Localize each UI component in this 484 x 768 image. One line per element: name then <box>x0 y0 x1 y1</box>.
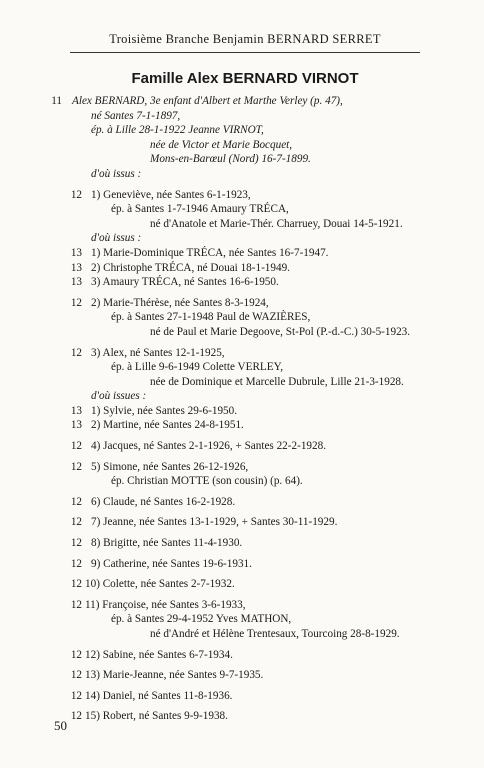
child-entry <box>0 296 484 311</box>
grandchild-entry <box>0 246 484 261</box>
grandchild-text: 3) Amaury TRÉCA, né Santes 16-6-1950. <box>91 276 279 289</box>
child-entry <box>0 709 484 724</box>
child-entry <box>0 515 484 530</box>
child-text: 1) Geneviève, née Santes 6-1-1923, <box>91 188 251 201</box>
marriage-text: ép. Christian MOTTE (son cousin) (p. 64). <box>111 475 303 488</box>
child-entry <box>0 346 484 361</box>
generation-number: 13 <box>70 419 82 432</box>
grandchild-text: 2) Christophe TRÉCA, né Douai 18-1-1949. <box>91 261 290 274</box>
spouse-text: né d'André et Hélène Trentesaux, Tourcoing 28-8-1929. <box>150 628 400 640</box>
issue-label: d'où issues : <box>91 390 147 403</box>
genealogy-entries <box>0 94 484 724</box>
child-entry <box>0 648 484 663</box>
child-text: 15) Robert, né Santes 9-9-1938. <box>85 710 228 723</box>
family-title: Famille Alex BERNARD VIRNOT <box>131 70 359 87</box>
child-text: 5) Simone, née Santes 26-12-1926, <box>91 460 249 473</box>
head-entry-line-2 <box>0 109 484 124</box>
marriage-text: ép. à Lille 28-1-1922 Jeanne VIRNOT, <box>91 124 264 137</box>
marriage-text: ép. à Lille 9-6-1949 Colette VERLEY, <box>111 361 284 374</box>
generation-number: 12 <box>70 516 82 529</box>
child-entry <box>0 536 484 551</box>
child-text: 12) Sabine, née Santes 6-7-1934. <box>85 648 233 661</box>
child-text: 11) Françoise, née Santes 3-6-1933, <box>85 598 246 611</box>
child-text: 6) Claude, né Santes 16-2-1928. <box>91 495 236 508</box>
generation-number: 13 <box>70 246 82 259</box>
generation-number: 12 <box>70 460 82 473</box>
child-text: 2) Marie-Thérèse, née Santes 8-3-1924, <box>91 296 269 309</box>
grandchild-entry <box>0 275 484 290</box>
generation-number: 12 <box>70 557 82 570</box>
child-text: 14) Daniel, né Santes 11-8-1936. <box>85 689 233 702</box>
grandchild-entry <box>0 404 484 419</box>
generation-number: 12 <box>70 495 82 508</box>
head-entry-line-6 <box>0 167 484 182</box>
spouse-text: né d'Anatole et Marie-Thér. Charruey, Douai 14-5-1921. <box>150 217 403 230</box>
generation-number: 12 <box>70 598 82 611</box>
generation-number: 11 <box>51 95 62 107</box>
child-entry <box>0 577 484 592</box>
birth-text: né Santes 7-1-1897, <box>91 109 181 122</box>
child-text: 9) Catherine, née Santes 19-6-1931. <box>91 557 252 570</box>
grandchild-entry <box>0 261 484 276</box>
child-entry <box>0 439 484 454</box>
spouse-parents-text: née de Victor et Marie Bocquet, <box>150 138 293 151</box>
generation-number: 13 <box>70 261 82 274</box>
issue-label: d'où issus : <box>91 232 142 245</box>
child-entry <box>0 188 484 203</box>
page-number: 50 <box>54 718 67 733</box>
grandchild-text: 1) Sylvie, née Santes 29-6-1950. <box>91 404 238 417</box>
generation-number: 12 <box>70 689 82 702</box>
spouse-text: né de Paul et Marie Degoove, St-Pol (P.-d.-C.) 30-5-1923. <box>150 325 411 338</box>
generation-number: 12 <box>70 440 82 453</box>
generation-number: 12 <box>70 648 82 661</box>
grandchild-entry <box>0 418 484 433</box>
grandchild-text: 2) Martine, née Santes 24-8-1951. <box>91 419 244 432</box>
generation-number: 12 <box>70 710 82 723</box>
marriage-text: ép. à Santes 29-4-1952 Yves MATHON, <box>111 613 292 626</box>
child-text: 10) Colette, née Santes 2-7-1932. <box>85 578 235 591</box>
child-entry <box>0 495 484 510</box>
child-entry <box>0 598 484 613</box>
generation-number: 12 <box>70 669 82 682</box>
spouse-birth-text: Mons-en-Barœul (Nord) 16-7-1899. <box>150 153 311 166</box>
generation-number: 12 <box>70 296 82 309</box>
child-entry <box>0 689 484 704</box>
head-entry-text: Alex BERNARD, 3e enfant d'Albert et Marthe Verley (p. 47), <box>72 95 343 107</box>
spouse-text: née de Dominique et Marcelle Dubrule, Lille 21-3-1928. <box>150 375 404 388</box>
head-entry-line-5 <box>0 152 484 167</box>
child-text: 8) Brigitte, née Santes 11-4-1930. <box>91 537 243 550</box>
child-entry <box>0 557 484 572</box>
child-entry <box>0 460 484 475</box>
child-entry <box>0 668 484 683</box>
head-entry-line-1 <box>0 94 484 109</box>
header-rule <box>70 52 420 53</box>
marriage-text: ép. à Santes 1-7-1946 Amaury TRÉCA, <box>111 203 289 216</box>
generation-number: 12 <box>70 578 82 591</box>
head-entry-line-4 <box>0 138 484 153</box>
issue-label: d'où issus : <box>91 167 142 180</box>
generation-number: 12 <box>70 346 82 359</box>
child-text: 4) Jacques, né Santes 2-1-1926, + Santes 22-2-1928. <box>91 440 326 453</box>
grandchild-text: 1) Marie-Dominique TRÉCA, née Santes 16-7-1947. <box>91 246 329 259</box>
child-text: 3) Alex, né Santes 12-1-1925, <box>91 346 225 359</box>
marriage-text: ép. à Santes 27-1-1948 Paul de WAZIÈRES, <box>111 311 311 324</box>
running-head: Troisième Branche Benjamin BERNARD SERRET <box>109 32 381 46</box>
generation-number: 12 <box>70 188 82 201</box>
generation-number: 13 <box>70 276 82 289</box>
child-text: 7) Jeanne, née Santes 13-1-1929, + Santes 30-11-1929. <box>91 516 338 529</box>
child-text: 13) Marie-Jeanne, née Santes 9-7-1935. <box>85 669 264 682</box>
head-entry-line-3 <box>0 123 484 138</box>
generation-number: 13 <box>70 404 82 417</box>
generation-number: 12 <box>70 537 82 550</box>
